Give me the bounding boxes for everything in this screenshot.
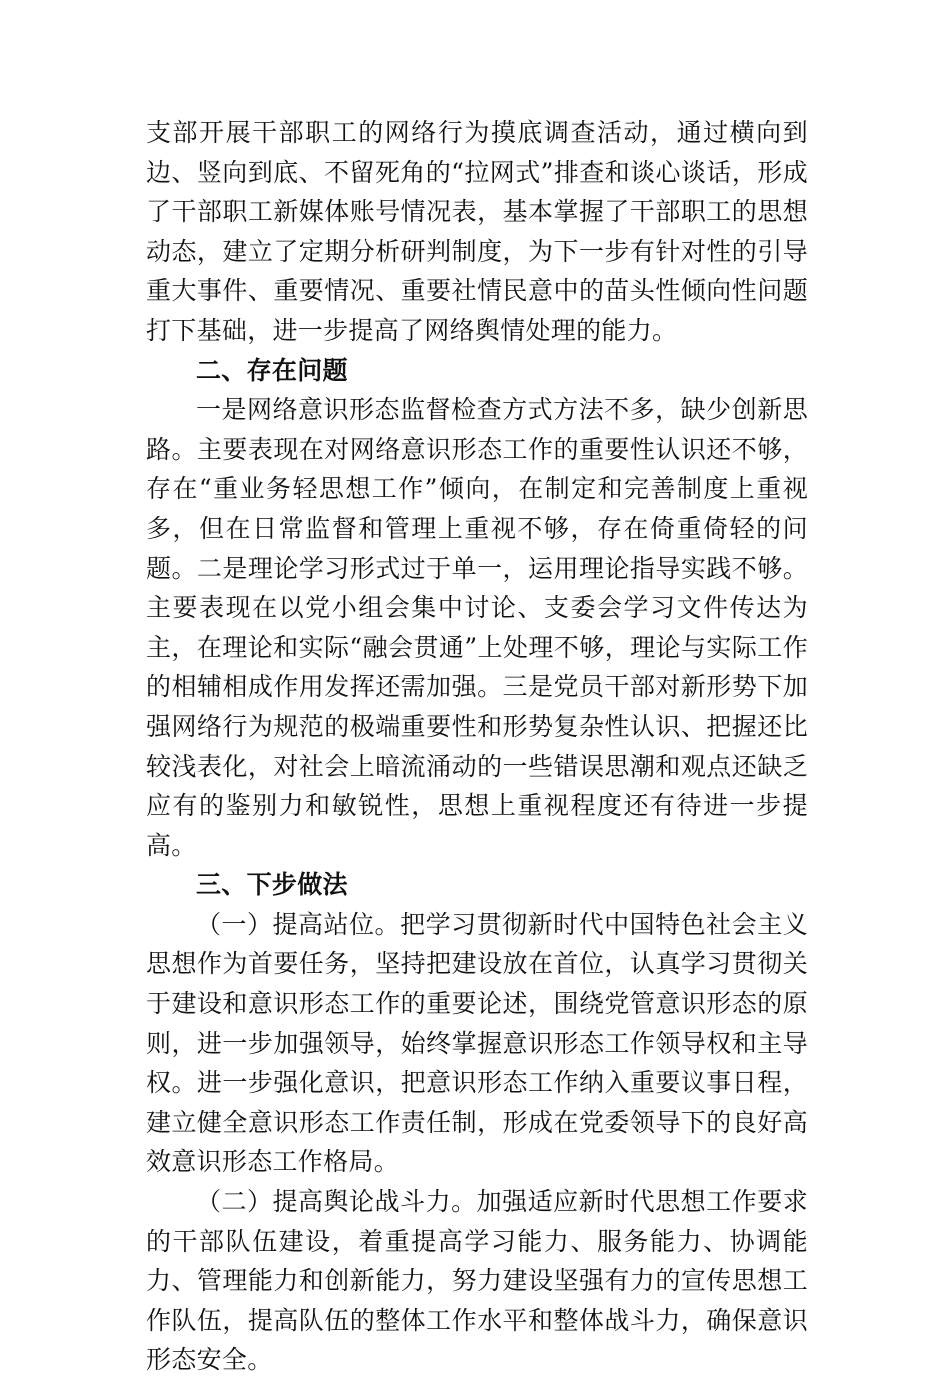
document-body bbox=[146, 113, 808, 1380]
paragraph-raise-standing: （一）提高站位。把学习贯彻新时代中国特色社会主义思想作为首要任务，坚持把建设放在首位，认真学习贯彻关于建设和意识形态工作的重要论述，围绕党管意识形态的原则，进一步加强领导，始终掌握意识形态工作领导权和主导权。进一步强化意识，把意识形态工作纳入重要议事日程，建立健全意识形态工作责任制，形成在党委领导下的良好高效意识形态工作格局。 bbox=[146, 909, 808, 1177]
section-heading-problems: 二、存在问题 bbox=[196, 355, 348, 385]
section-heading-next-steps: 三、下步做法 bbox=[196, 870, 348, 900]
paragraph-problems: 一是网络意识形态监督检查方式方法不多，缺少创新思路。主要表现在对网络意识形态工作的重要性认识还不够，存在“重业务轻思想工作”倾向，在制定和完善制度上重视多，但在日常监督和管理上重视不够，存在倚重倚轻的问题。二是理论学习形式过于单一，运用理论指导实践不够。主要表现在以党小组会集中讨论、支委会学习文件传达为主，在理论和实际“融会贯通”上处理不够，理论与实际工作的相辅相成作用发挥还需加强。三是党员干部对新形势下加强网络行为规范的极端重要性和形势复杂性认识、把握还比较浅表化，对社会上暗流涌动的一些错误思潮和观点还缺乏应有的鉴别力和敏锐性，思想上重视程度还有待进一步提高。 bbox=[146, 395, 808, 860]
paragraph-public-opinion: （二）提高舆论战斗力。加强适应新时代思想工作要求的干部队伍建设，着重提高学习能力、服务能力、协调能力、管理能力和创新能力，努力建设坚强有力的宣传思想工作队伍，提高队伍的整体工作水平和整体战斗力，确保意识形态安全。 bbox=[146, 1187, 808, 1375]
paragraph-continuation: 支部开展干部职工的网络行为摸底调查活动，通过横向到边、竖向到底、不留死角的“拉网式”排查和谈心谈话，形成了干部职工新媒体账号情况表，基本掌握了干部职工的思想动态，建立了定期分析研判制度，为下一步有针对性的引导重大事件、重要情况、重要社情民意中的苗头性倾向性问题打下基础，进一步提高了网络舆情处理的能力。 bbox=[146, 118, 808, 345]
